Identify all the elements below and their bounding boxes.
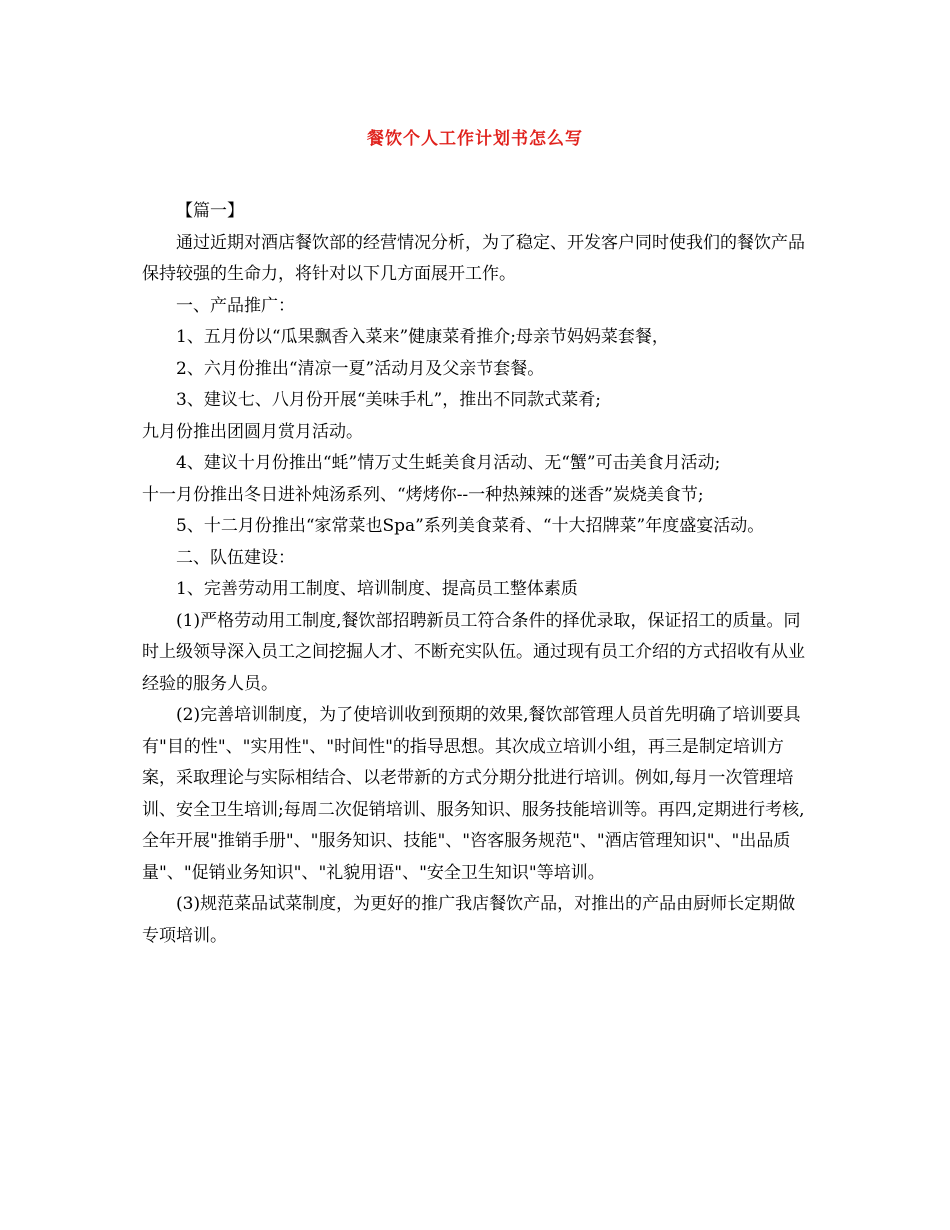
section-tag: 【篇一】 xyxy=(176,201,244,221)
document-title: 餐饮个人工作计划书怎么写 xyxy=(367,129,583,149)
list-item-september: 九月份推出团圆月赏月活动。 xyxy=(142,421,363,442)
document-body xyxy=(142,196,812,952)
paragraph-tasting: (3)规范菜品试菜制度，为更好的推广我店餐饮产品，对推出的产品由厨师长定期做专项培训。 xyxy=(142,894,796,946)
list-item-july-august: 3、建议七、八月份开展“美味手札”，推出不同款式菜肴; xyxy=(176,390,601,410)
subheading-labor-system: 1、完善劳动用工制度、培训制度、提高员工整体素质 xyxy=(176,579,578,599)
heading-product-promotion: 一、产品推广： xyxy=(176,295,295,316)
paragraph-training: (2)完善培训制度，为了使培训收到预期的效果,餐饮部管理人员首先明确了培训要具有"目的性"、"实用性"、"时间性"的指导思想。其次成立培训小组，再三是制定培训方案，采取理论与实际相结合、以老带新的方式分期分批进行培训。例如,每月一次管理培训、安全卫生培训;每周二次促销培训、服务知识、服务技能培训等。再四,定期进行考核,全年开展"推销手册"、"服务知识、技能"、"咨客服务规范"、"酒店管理知识"、"出品质量"、"促销业务知识"、"礼貌用语"、"安全卫生知识"等培训。 xyxy=(142,705,805,883)
list-item-june: 2、六月份推出“清凉一夏”活动月及父亲节套餐。 xyxy=(176,358,545,379)
list-item-october: 4、建议十月份推出“蚝”情万丈生蚝美食月活动、无“蟹”可击美食月活动; xyxy=(176,453,721,473)
paragraph-intro: 通过近期对酒店餐饮部的经营情况分析，为了稳定、开发客户同时使我们的餐饮产品保持较强的生命力，将针对以下几方面展开工作。 xyxy=(142,232,805,284)
list-item-november: 十一月份推出冬日进补炖汤系列、“烤烤你--一种热辣辣的迷香”炭烧美食节; xyxy=(142,484,704,505)
heading-team-building: 二、队伍建设： xyxy=(176,547,295,568)
list-item-december: 5、十二月份推出“家常菜也Spa”系列美食菜肴、“十大招牌菜”年度盛宴活动。 xyxy=(176,516,765,536)
list-item-may: 1、五月份以“瓜果飘香入菜来”健康菜肴推介;母亲节妈妈菜套餐， xyxy=(176,327,669,347)
paragraph-labor: (1)严格劳动用工制度,餐饮部招聘新员工符合条件的择优录取，保证招工的质量。同时上级领导深入员工之间挖掘人才、不断充实队伍。通过现有员工介绍的方式招收有从业经验的服务人员。 xyxy=(142,610,805,694)
